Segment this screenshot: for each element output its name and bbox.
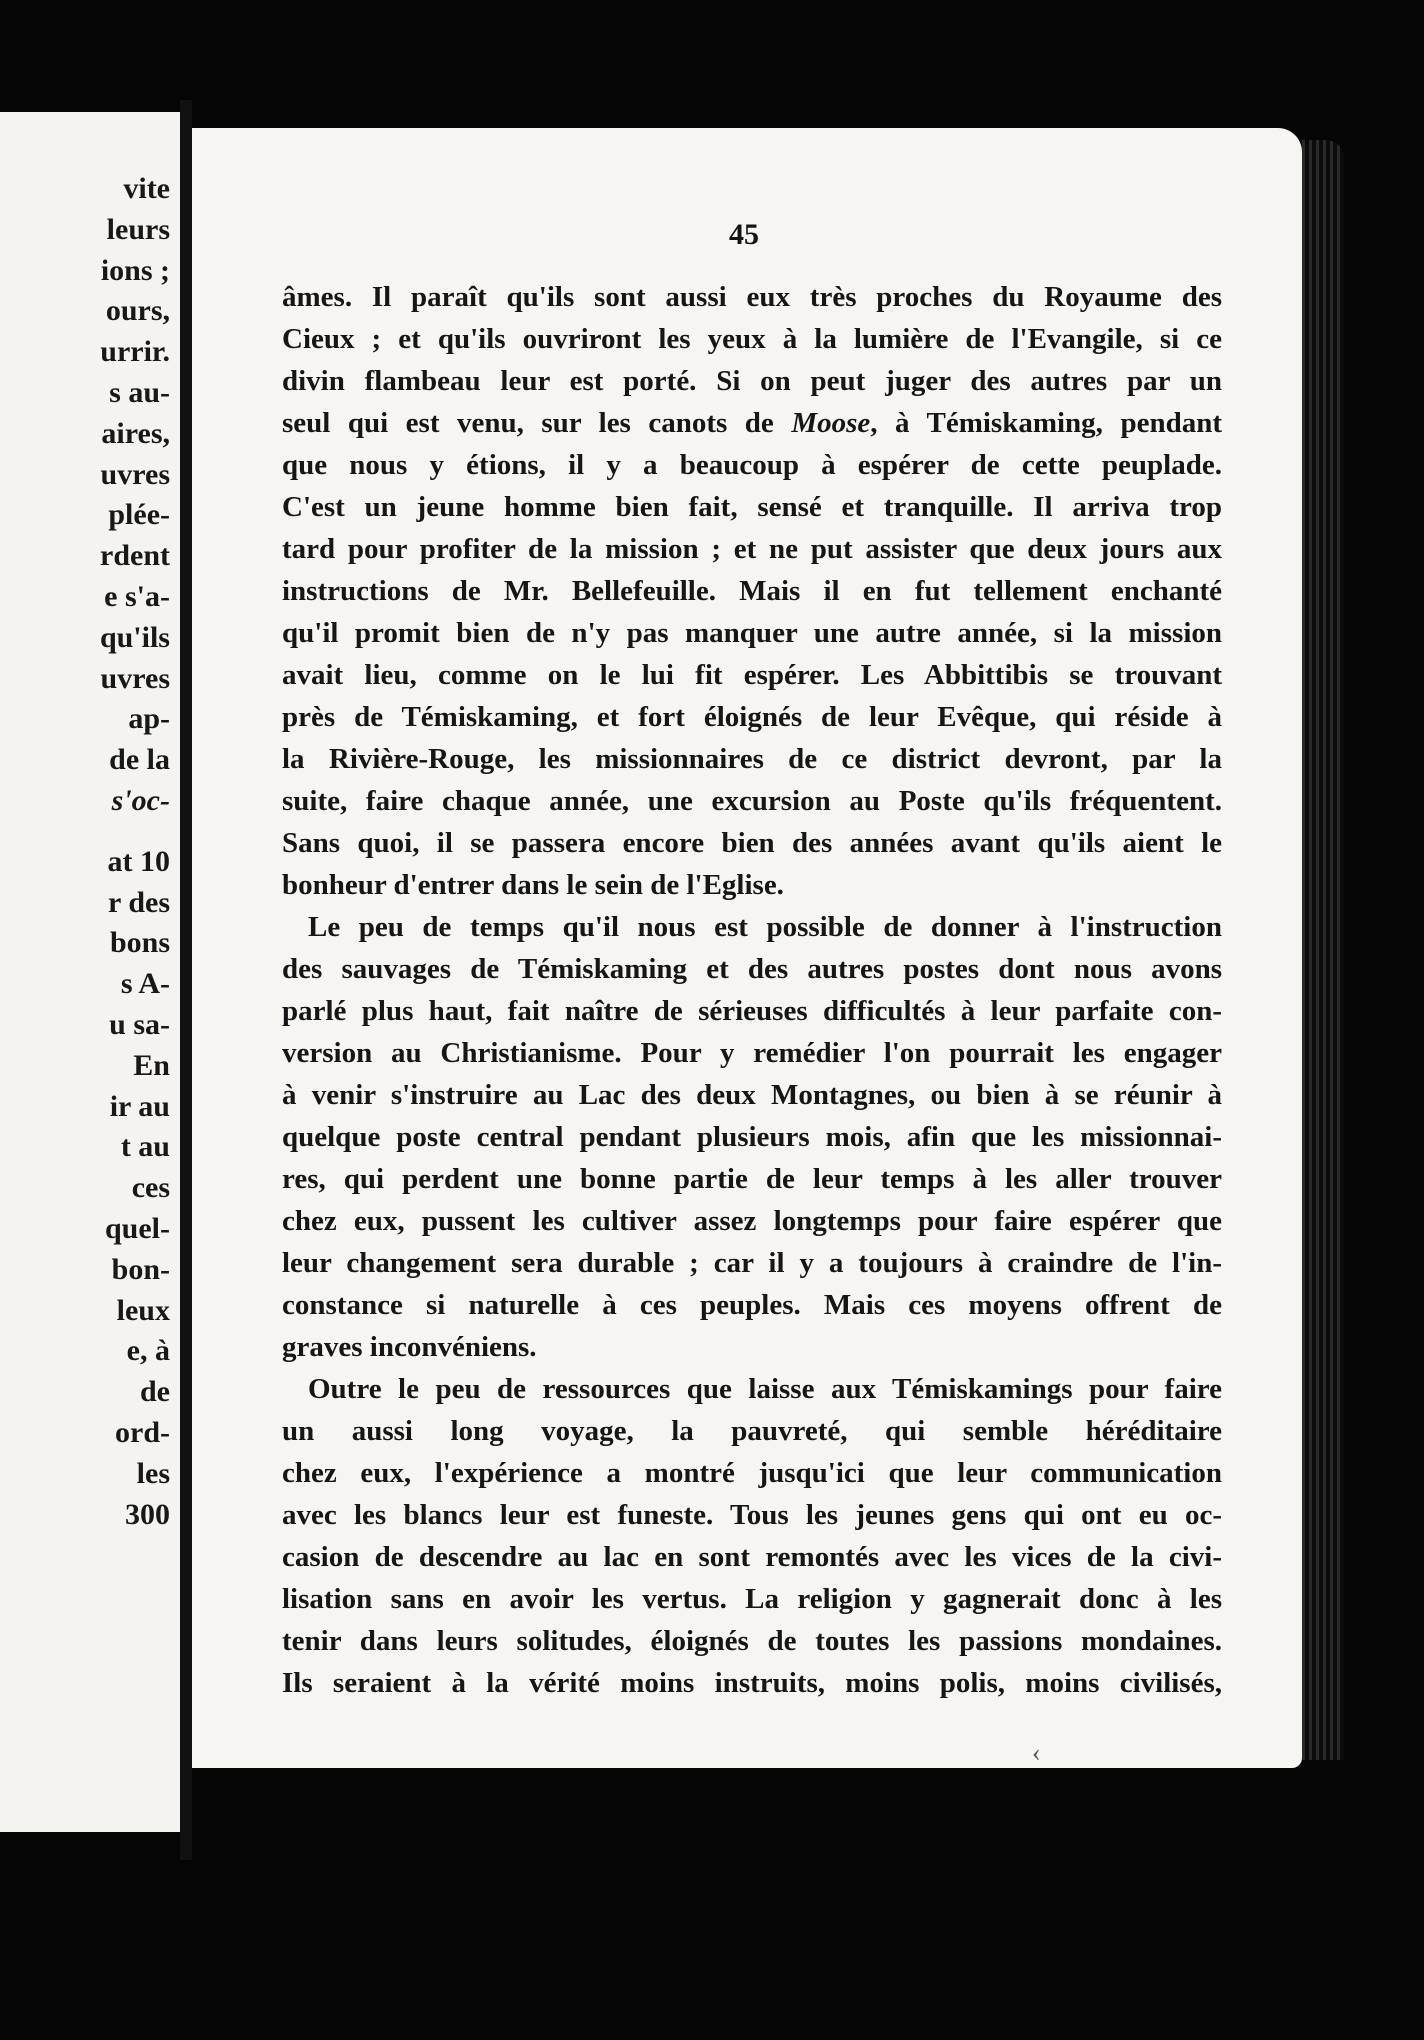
text-line: parlé plus haut, fait naître de sérieuses difficultés à leur parfaite con- [282,995,1222,1027]
left-page-line: bon- [111,1252,170,1286]
left-page-line: s au- [109,376,170,409]
text-line: suite, faire chaque année, une excursion au Poste qu'ils fréquentent. [282,785,1222,817]
left-page-line: ces [131,1171,170,1205]
text-line: Cieux ; et qu'ils ouvriront les yeux à la lumière de l'Evangile, si ce [282,323,1222,355]
left-page-line: ir au [109,1089,170,1123]
text-line: qu'il promit bien de n'y pas manquer une autre année, si la mission [282,617,1222,649]
text-line: bonheur d'entrer dans le sein de l'Eglise. [282,869,784,901]
left-page-line: rdent [100,539,170,573]
left-page-line: les [136,1456,170,1490]
text-line: tard pour profiter de la mission ; et ne put assister que deux jours aux [282,533,1222,565]
left-page-line: quel- [104,1212,170,1245]
left-facing-page [0,112,180,1832]
text-line: casion de descendre au lac en sont remontés avec les vices de la civi- [282,1541,1222,1573]
left-page-line: 300 [125,1497,170,1531]
left-page-line: s'oc- [111,784,170,817]
text-line: tenir dans leurs solitudes, éloignés de toutes les passions mondaines. [282,1625,1222,1657]
text-line: la Rivière-Rouge, les missionnaires de ce district devront, par la [282,743,1222,775]
page-body-text [282,276,1222,1704]
text-line: Sans quoi, il se passera encore bien des années avant qu'ils aient le [282,827,1222,859]
left-page-line: de [140,1375,170,1409]
text-line: C'est un jeune homme bien fait, sensé et tranquille. Il arriva trop [282,491,1222,523]
right-page [192,128,1302,1768]
left-page-line: de la [109,743,170,777]
paragraph [282,276,1222,906]
text-line: avec les blancs leur est funeste. Tous les jeunes gens qui ont eu oc- [282,1499,1222,1531]
text-line: que nous y étions, il y a beaucoup à espérer de cette peuplade. [282,449,1222,481]
text-line: instructions de Mr. Bellefeuille. Mais il en fut tellement enchanté [282,575,1222,607]
text-line: constance si naturelle à ces peuples. Mais ces moyens offrent de [282,1289,1222,1321]
text-line: Le peu de temps qu'il nous est possible de donner à l'instruction [308,911,1222,943]
text-line: graves inconvéniens. [282,1331,537,1363]
text-line: leur changement sera durable ; car il y a toujours à craindre de l'in- [282,1247,1222,1279]
page-edges-stack [1302,140,1344,1760]
page-number: 45 [729,218,759,251]
left-page-line: plée- [108,498,170,532]
left-page-line: ap- [128,702,170,736]
stray-mark: ‹ [1032,1738,1041,1767]
left-page-line: leux [116,1293,170,1327]
left-page-line: leurs [106,212,170,246]
left-page-line: urrir. [100,335,170,369]
book-gutter [180,100,192,1860]
left-page-line: e s'a- [104,580,170,613]
text-line: Outre le peu de ressources que laisse aux Témiskamings pour faire [308,1373,1222,1405]
text-line: à venir s'instruire au Lac des deux Montagnes, ou bien à se réunir à [282,1079,1222,1111]
text-line: un aussi long voyage, la pauvreté, qui semble héréditaire [282,1415,1222,1447]
text-line: chez eux, pussent les cultiver assez longtemps pour faire espérer que [282,1205,1222,1237]
left-page-line: ours, [105,294,170,328]
text-line: divin flambeau leur est porté. Si on peut juger des autres par un [282,365,1222,397]
text-line: avait lieu, comme on le lui fit espérer. Les Abbittibis se trouvant [282,659,1222,691]
left-page-line: e, à [126,1334,170,1368]
left-page-line: at 10 [107,844,170,878]
left-page-line: uvres [100,661,170,695]
text-line: seul qui est venu, sur les canots de Moose, à Témiskaming, pendant [282,407,1222,439]
text-line: âmes. Il paraît qu'ils sont aussi eux très proches du Royaume des [282,281,1222,313]
paragraph [282,906,1222,1368]
left-page-line: s A- [120,967,170,1001]
text-line: chez eux, l'expérience a montré jusqu'ici que leur communication [282,1457,1222,1489]
text-line: quelque poste central pendant plusieurs mois, afin que les missionnai- [282,1121,1222,1153]
left-page-line: aires, [101,416,170,450]
left-page-line: bons [109,926,170,960]
left-page-line: vite [123,172,170,205]
text-line: res, qui perdent une bonne partie de leur temps à les aller trouver [282,1163,1222,1195]
left-page-line: uvres [100,457,170,491]
left-page-line: En [133,1048,170,1082]
left-page-line: r des [108,885,170,919]
left-page-line: t au [120,1130,170,1164]
left-page-line: ord- [115,1416,170,1449]
text-line: lisation sans en avoir les vertus. La religion y gagnerait donc à les [282,1583,1222,1615]
text-line: version au Christianisme. Pour y remédier l'on pourrait les engager [282,1037,1222,1069]
paragraph [282,1368,1222,1704]
left-page-line: ions ; [100,253,170,287]
text-line: près de Témiskaming, et fort éloignés de leur Evêque, qui réside à [282,701,1222,733]
left-page-line: qu'ils [99,620,170,654]
left-page-line: u sa- [109,1008,170,1041]
text-line: Ils seraient à la vérité moins instruits, moins polis, moins civilisés, [282,1667,1222,1699]
text-line: des sauvages de Témiskaming et des autres postes dont nous avons [282,953,1222,985]
